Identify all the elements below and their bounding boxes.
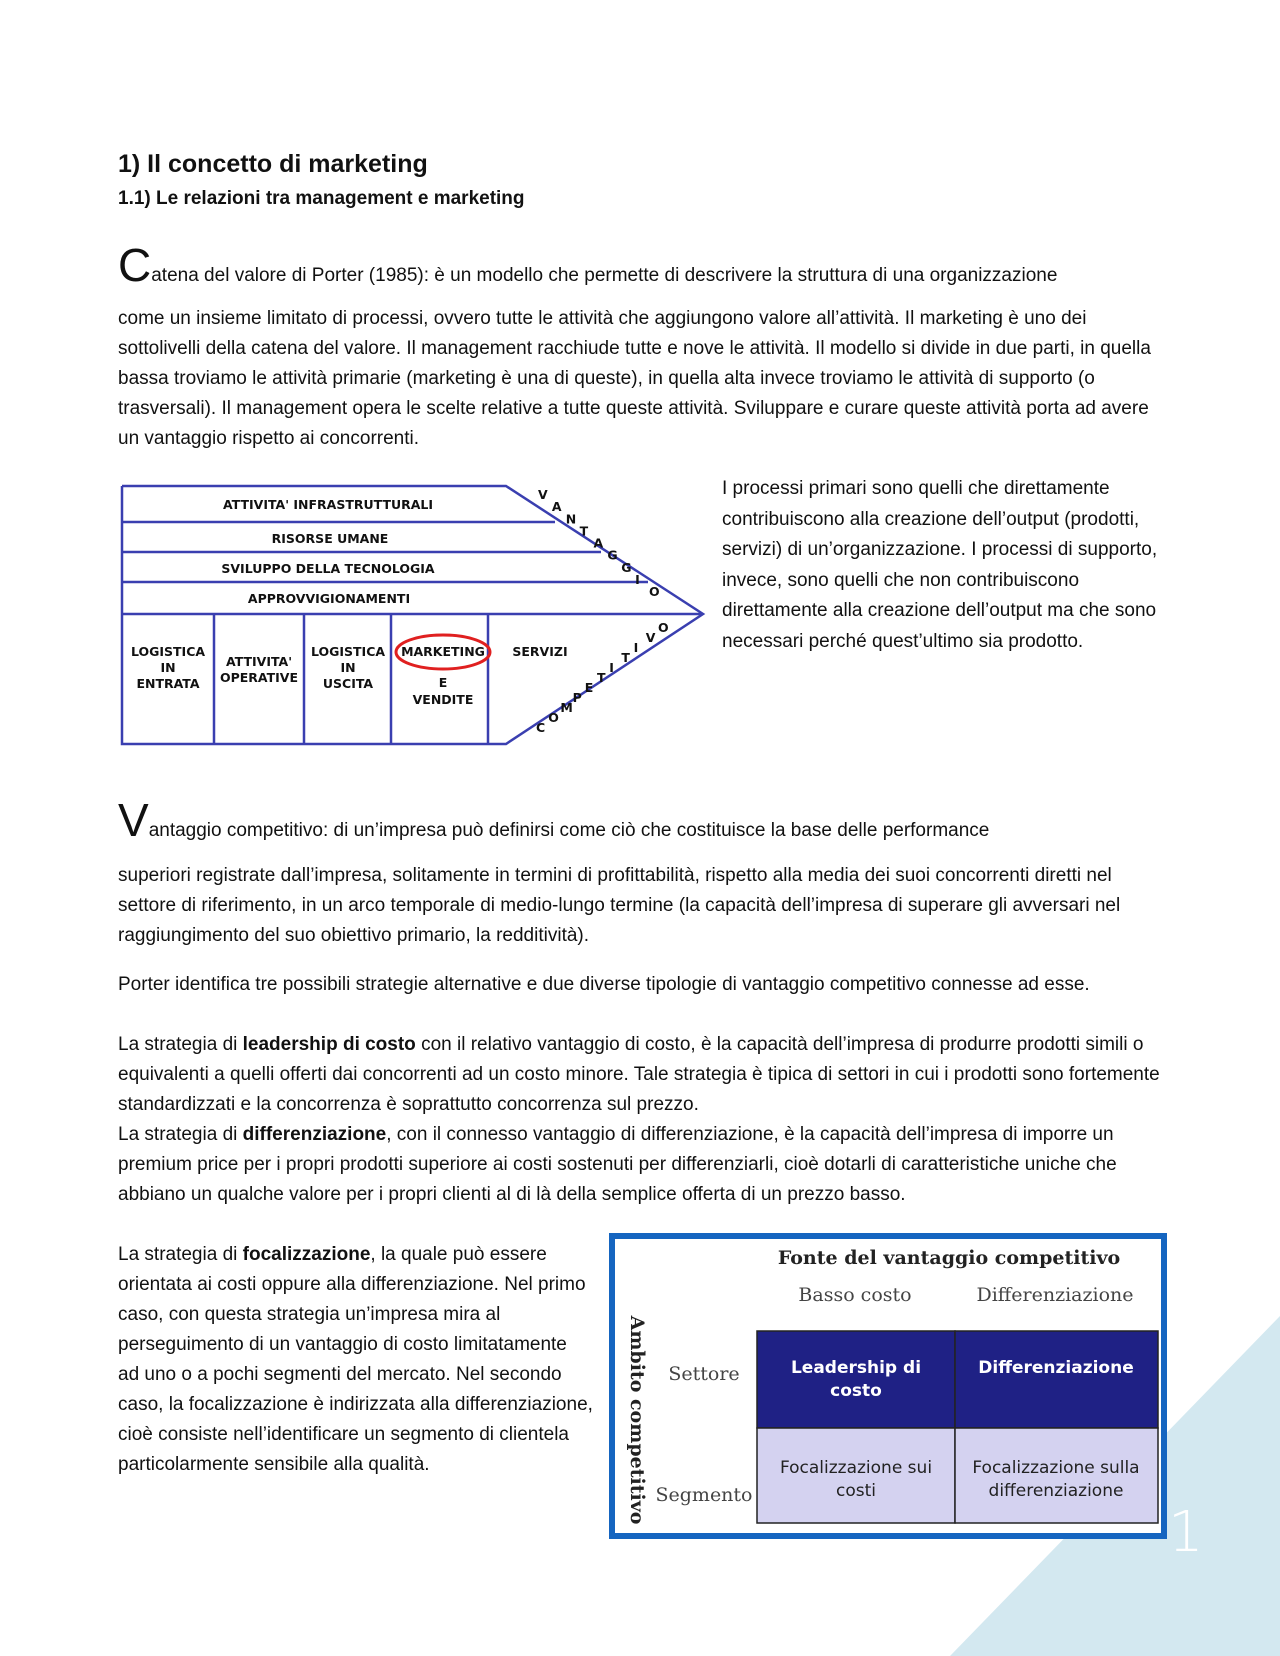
section-subtitle: 1.1) Le relazioni tra management e marketing	[118, 188, 525, 209]
margin-letter: O	[649, 584, 660, 599]
support-activity: APPROVVIGIONAMENTI	[247, 591, 411, 606]
margin-letter: C	[536, 720, 546, 735]
focus-post: , la quale può essere orientata ai costi oppure alla differenziazione. Nel primo caso, con questa strategia un’impresa mira al perseguimento di un vantaggio di costo limitatamente ad uno o a pochi segmenti del mercato. Nel secondo caso, la focalizzazione è indirizzata alla differenziazione, cioè consiste nell’identificare un segmento di clientela particolarmente sensibile alla qualità.	[118, 1244, 593, 1475]
primary-activity: OPERATIVE	[219, 670, 299, 685]
margin-letter: P	[572, 690, 582, 705]
matrix-col-basso-costo: Basso costo	[798, 1284, 912, 1306]
matrix-row-segmento: Segmento	[655, 1484, 753, 1506]
margin-letter: N	[565, 511, 577, 527]
porter-paragraph-rest: come un insieme limitato di processi, ovvero tutte le attività che aggiungono valore all’attività. Il marketing è uno dei sottolivelli della catena del valore. Il management racchiude tutte e nove le attività. Il modello si divide in due parti, in quella bassa troviamo le attività primarie (marketing è una di queste), in quella alta invece troviamo le attività di supporto (o trasversali). Il management opera le scelte relative a tutte queste attività. Sviluppare e curare queste attività porta ad avere un vantaggio rispetto ai concorrenti.	[118, 308, 1151, 449]
value-chain-diagram	[118, 482, 708, 750]
margin-letter: E	[584, 680, 594, 695]
margin-letter: O	[548, 710, 559, 725]
vantaggio-paragraph	[118, 794, 1163, 846]
diff-pre: La strategia di	[118, 1124, 243, 1145]
diff-bold: differenziazione	[242, 1124, 387, 1145]
primary-activity: MARKETING	[401, 644, 485, 659]
margin-letter: I	[635, 571, 640, 587]
margin-letter: A	[593, 535, 604, 551]
margin-letter: O	[658, 620, 669, 635]
cost-post: con il relativo vantaggio di costo, è la capacità dell’impresa di produrre prodotti simili o equivalenti a quelli offerti dai concorrenti ad un costo minore. Tale strategia è tipica di settori in cui i prodotti sono fortemente standardizzati e la concorrenza è soprattutto concorrenza sul prezzo.	[118, 1034, 1160, 1115]
page-number: 1	[1168, 1500, 1204, 1565]
margin-letter: I	[633, 640, 639, 655]
primary-activity: LOGISTICA	[130, 644, 206, 659]
porter-paragraph	[118, 239, 1163, 291]
support-activity: ATTIVITA' INFRASTRUTTURALI	[222, 497, 434, 512]
cell-focus-cost-text: Focalizzazione sui	[779, 1458, 933, 1478]
cell-focus-diff-text: differenziazione	[988, 1481, 1124, 1501]
strategy-matrix	[609, 1233, 1167, 1539]
matrix-row-settore: Settore	[668, 1363, 740, 1385]
cell-differentiation-text: Differenziazione	[978, 1358, 1134, 1378]
diff-post: , con il connesso vantaggio di differenziazione, è la capacità dell’impresa di imporre un premium price per i propri prodotti superiore ai costi sostenuti per differenziarli, cioè dotarli di caratteristiche uniche che abbiano un qualche valore per i propri clienti al di là della semplice offerta di un prezzo basso.	[118, 1124, 1117, 1205]
cost-bold: leadership di costo	[242, 1034, 416, 1055]
margin-letter: T	[579, 523, 589, 539]
matrix-title: Fonte del vantaggio competitivo	[777, 1247, 1121, 1269]
side-text: I processi primari sono quelli che direttamente contribuiscono alla creazione dell’output (prodotti, servizi) di un’organizzazione. I processi di supporto, invece, sono quelli che non contribuiscono direttamente alla creazione dell’output ma che sono necessari perché quest’ultimo sia prodotto.	[722, 478, 1158, 652]
primary-activity: ENTRATA	[136, 676, 200, 691]
primary-activity: LOGISTICA	[310, 644, 386, 659]
primary-activity: USCITA	[322, 676, 374, 691]
margin-letter: G	[621, 559, 632, 575]
strategies-intro: Porter identifica tre possibili strategie alternative e due diverse tipologie di vantaggio competitivo connesse ad esse.	[118, 974, 1090, 995]
primary-activity: E	[438, 675, 448, 690]
primary-activity: IN	[340, 660, 356, 675]
margin-word-competitivo	[536, 620, 669, 735]
cell-differentiation	[955, 1331, 1158, 1428]
margin-letter: T	[597, 670, 606, 685]
support-activity: SVILUPPO DELLA TECNOLOGIA	[221, 561, 435, 576]
porter-first-line: atena del valore di Porter (1985): è un modello che permette di descrivere la struttura di una organizzazione	[151, 265, 1058, 286]
matrix-col-differenziazione: Differenziazione	[976, 1284, 1134, 1306]
vantaggio-first-line: antaggio competitivo: di un’impresa può definirsi come ciò che costituisce la base delle performance	[148, 820, 990, 841]
primary-activity: VENDITE	[412, 692, 474, 707]
cell-leadership	[757, 1331, 955, 1428]
focus-pre: La strategia di	[118, 1244, 243, 1265]
margin-letter: I	[609, 660, 614, 675]
vantaggio-paragraph-rest: superiori registrate dall’impresa, solitamente in termini di profittabilità, rispetto alla media dei suoi concorrenti diretti nel settore di riferimento, in un arco temporale di medio-lungo termine (la capacità dell’impresa di superare gli avversari nel raggiungimento del suo obiettivo primario, la redditività).	[118, 865, 1121, 946]
cost-pre: La strategia di	[118, 1034, 243, 1055]
cell-focus-diff-text: Focalizzazione sulla	[972, 1458, 1140, 1478]
margin-letter: T	[621, 650, 630, 665]
matrix-row-axis: Ambito competitivo	[626, 1315, 648, 1525]
cost-strategy-paragraph	[118, 1030, 1163, 1120]
primary-activity: IN	[160, 660, 176, 675]
primary-activity: SERVIZI	[512, 644, 568, 659]
diff-strategy-paragraph	[118, 1120, 1163, 1210]
focus-bold: focalizzazione	[242, 1244, 371, 1265]
primary-activity: ATTIVITA'	[225, 654, 293, 669]
dropcap-v: V	[118, 794, 149, 846]
dropcap-c: C	[118, 239, 152, 291]
margin-letter: V	[538, 487, 548, 502]
margin-letter: G	[607, 547, 618, 563]
support-activity: RISORSE UMANE	[271, 531, 389, 546]
cell-leadership-text: Leadership di	[790, 1358, 922, 1378]
margin-letter: M	[560, 700, 573, 715]
page-title: 1) Il concetto di marketing	[118, 150, 428, 178]
focus-strategy-paragraph	[118, 1240, 593, 1480]
cell-leadership-text: costo	[830, 1381, 882, 1401]
margin-letter: V	[645, 630, 656, 645]
margin-letter: A	[551, 499, 562, 515]
cell-focus-cost-text: costi	[836, 1481, 876, 1501]
